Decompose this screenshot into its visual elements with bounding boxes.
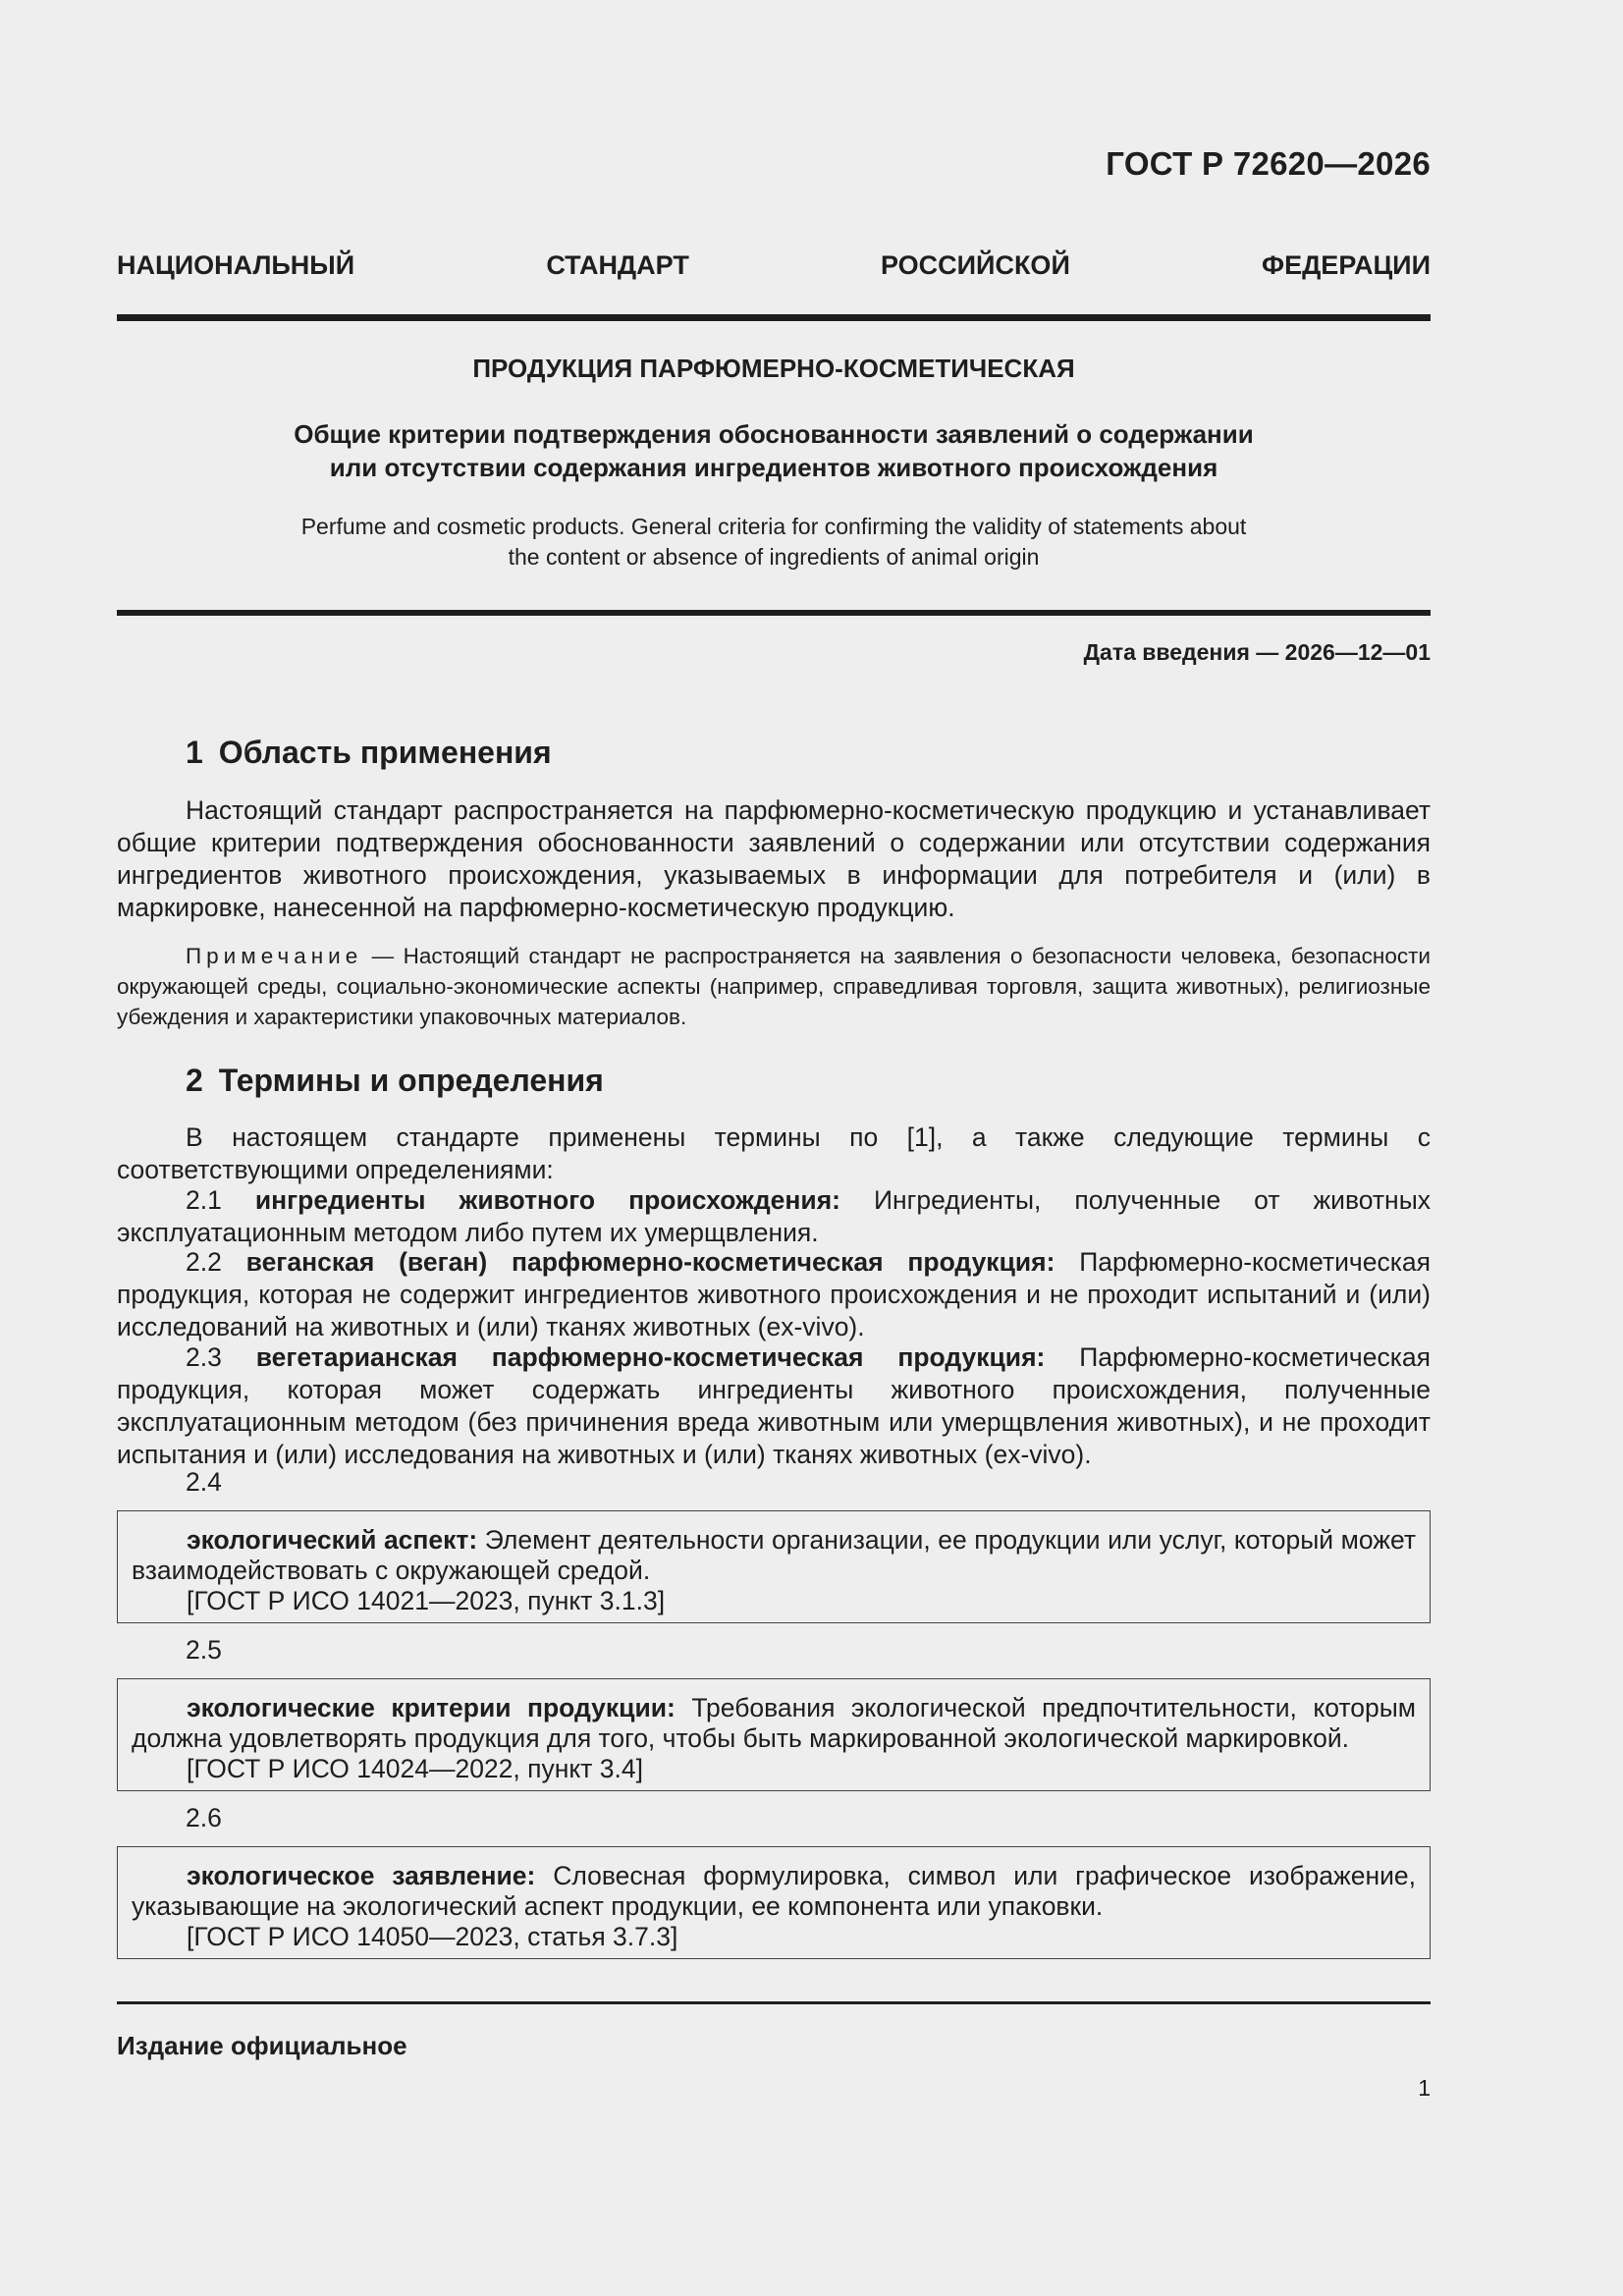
document-number: ГОСТ Р 72620—2026 <box>1106 145 1431 182</box>
term-name: вегетарианская парфюмерно-косметическая продукция: <box>255 1342 1046 1372</box>
title-divider <box>117 610 1431 616</box>
document-subtitle-ru <box>117 417 1431 484</box>
official-edition-label: Издание официальное <box>117 2031 407 2060</box>
note-text: — Настоящий стандарт не распространяется на заявления о безопасности человека, безопасности окружающей среды, социально-экономические аспекты (например, справедливая торговля, защита животных), религиозные убеждения и характеристики упаковочных материалов. <box>117 944 1431 1029</box>
section1-heading <box>186 735 552 771</box>
boxed-term-text <box>132 1693 1416 1754</box>
term-definition: Парфюмерно-косметическая продукция, которая не содержит ингредиентов животного происхождения и не проходит испытаний и (или) исследований на животных и (или) тканях животных (ex-vivo). <box>117 1247 1431 1341</box>
term-name: ингредиенты животного происхождения: <box>254 1185 841 1215</box>
section1-text: Настоящий стандарт распространяется на парфюмерно-косметическую продукцию и устанавливает общие критерии подтверждения обоснованности заявлений о содержании или отсутствии содержания ингредиентов животного происхождения, указываемых в информации для потребителя и (или) в маркировке, нанесенной на парфюмерно-косметическую продукцию. <box>117 795 1431 922</box>
term-definition: Требования экологической предпочтительности, которым должна удовлетворять продукция для того, чтобы быть маркированной экологической маркировкой. <box>132 1693 1416 1753</box>
term-definition: Ингредиенты, полученные от животных эксплуатационным методом либо путем их умерщвления. <box>117 1185 1431 1247</box>
section2-number: 2 <box>186 1063 203 1098</box>
term-number: 2.1 <box>186 1185 222 1215</box>
term-2-3 <box>117 1341 1431 1471</box>
subtitle-en-line1: Perfume and cosmetic products. General criteria for confirming the validity of statements about <box>300 514 1247 539</box>
term-2-5-box <box>117 1678 1431 1791</box>
term-2-6-box <box>117 1846 1431 1959</box>
term-definition: Словесная формулировка, символ или графическое изображение, указывающие на экологический аспект продукции, ее компонента или упаковки. <box>132 1861 1416 1921</box>
subtitle-en-line2: the content or absence of ingredients of animal origin <box>508 544 1040 570</box>
term-source: [ГОСТ Р ИСО 14050—2023, статья 3.7.3] <box>187 1922 678 1951</box>
term-2-4-box <box>117 1510 1431 1623</box>
term-number: 2.2 <box>186 1247 222 1277</box>
note-label: Примечание <box>186 944 363 968</box>
subtitle-ru-line1: Общие критерии подтверждения обоснованности заявлений о содержании <box>294 419 1254 449</box>
term-source: [ГОСТ Р ИСО 14024—2022, пункт 3.4] <box>187 1754 643 1783</box>
term-source: [ГОСТ Р ИСО 14021—2023, пункт 3.1.3] <box>187 1586 666 1615</box>
term-definition: Парфюмерно-косметическая продукция, которая может содержать ингредиенты животного происхождения, полученные эксплуатационным методом (без причинения вреда животным или умерщвления животных), и не проходит испытания и (или) исследования на животных и (или) тканях животных (ex-vivo). <box>117 1342 1431 1469</box>
term-2-5-number: 2.5 <box>186 1635 222 1665</box>
term-name: экологическое заявление: <box>187 1861 536 1890</box>
top-divider <box>117 314 1431 321</box>
section1-note <box>117 941 1431 1032</box>
document-title: ПРОДУКЦИЯ ПАРФЮМЕРНО-КОСМЕТИЧЕСКАЯ <box>472 354 1075 383</box>
term-definition: Элемент деятельности организации, ее продукции или услуг, который может взаимодействовать с окружающей средой. <box>132 1525 1416 1585</box>
term-name: веганская (веган) парфюмерно-косметическая продукция: <box>245 1247 1055 1277</box>
term-2-4-number: 2.4 <box>186 1467 222 1497</box>
term-name: экологические критерии продукции: <box>187 1693 676 1722</box>
term-name: экологический аспект: <box>187 1525 478 1555</box>
section2-heading <box>186 1063 604 1099</box>
national-standard-heading: НАЦИОНАЛЬНЫЙ СТАНДАРТ РОССИЙСКОЙ ФЕДЕРАЦИИ <box>117 250 1431 280</box>
term-2-6-number: 2.6 <box>186 1803 222 1832</box>
term-2-2 <box>117 1246 1431 1343</box>
boxed-term-text <box>132 1525 1416 1586</box>
introduction-date: Дата введения — 2026—12—01 <box>1083 639 1431 665</box>
term-2-1 <box>117 1184 1431 1249</box>
document-subtitle-en <box>117 512 1431 573</box>
footer-divider <box>117 2001 1431 2004</box>
section2-intro: В настоящем стандарте применены термины по [1], а также следующие термины с соответствующими определениями: <box>117 1122 1431 1184</box>
section1-title: Область применения <box>218 735 552 770</box>
subtitle-ru-line2: или отсутствии содержания ингредиентов животного происхождения <box>329 453 1218 482</box>
term-number: 2.3 <box>186 1342 222 1372</box>
section2-title: Термины и определения <box>218 1063 604 1098</box>
boxed-term-text <box>132 1861 1416 1922</box>
section1-number: 1 <box>186 735 203 770</box>
page-number: 1 <box>1418 2075 1431 2101</box>
